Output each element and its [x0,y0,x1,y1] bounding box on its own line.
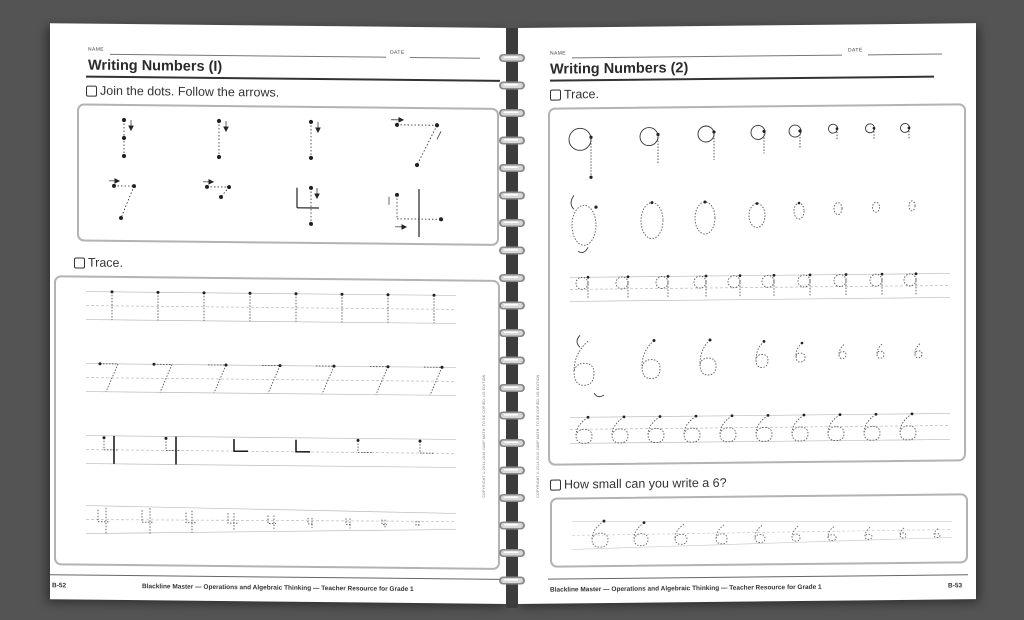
checkbox[interactable] [550,89,561,100]
right-worksheet-page [516,23,976,604]
coil-ring [499,494,525,502]
coil-ring [499,164,525,172]
instruction-text: Join the dots. Follow the arrows. [100,83,280,100]
dot-four-2 [389,189,443,238]
date-field[interactable] [410,57,480,59]
coil-ring [499,274,525,282]
checkbox[interactable] [74,257,85,268]
date-label: DATE [390,49,405,56]
copyright-notice: COPYRIGHT © 2014-2015 JUMP MATH: TO BE COPIED. US EDITION [536,374,540,498]
coil-ring [499,302,525,310]
coil-ring [499,137,525,145]
checkbox[interactable] [86,85,97,96]
trace-rows-left [56,277,498,568]
coil-ring [499,467,525,475]
small-six-row [552,495,966,565]
coil-ring [499,329,525,337]
dot-four-1 [297,186,319,225]
dot-seven-3 [203,180,231,199]
date-label: DATE [848,47,863,54]
footer-text: Blackline Master — Operations and Algebraic Thinking — Teacher Resource for Grade 1 [550,583,822,594]
instruction-join-dots [86,84,279,100]
dot-one-1 [122,118,133,157]
title-rule [86,76,500,82]
footer-text: Blackline Master — Operations and Algebraic Thinking — Teacher Resource for Grade 1 [142,583,414,594]
dot-one-3 [309,120,320,159]
copyright-notice: COPYRIGHT © 2014-2015 JUMP MATH: TO BE COPIED. US EDITION [482,374,486,498]
trace-panel-right [548,103,966,465]
instruction-trace [550,87,599,102]
small-six-panel [550,493,968,567]
left-worksheet-page [50,23,508,604]
footer-page-number: B-52 [52,582,67,590]
coil-ring [499,219,525,227]
coil-ring [499,439,525,447]
footer-rule [548,574,968,579]
date-field[interactable] [868,54,942,56]
dot-seven-1 [391,118,441,167]
coil-ring [499,384,525,392]
name-date-line [550,46,942,62]
join-dots-panel [77,103,499,245]
coil-ring [499,549,525,557]
instruction-text: How small can you write a 6? [564,475,727,492]
name-label: NAME [88,46,105,53]
page-title: Writing Numbers (I) [88,57,223,76]
spiral-binding [495,0,531,620]
coil-ring [499,412,525,420]
instruction-text: Trace. [564,87,599,102]
footer-rule [50,574,500,580]
coil-ring [499,109,525,117]
coil-ring [499,577,525,585]
coil-ring [499,357,525,365]
checkbox[interactable] [550,479,561,490]
coil-ring [499,192,525,200]
name-label: NAME [550,50,567,57]
footer-page-number: B-53 [948,582,963,590]
join-dots-exercises [79,106,497,244]
page-title: Writing Numbers (2) [550,60,689,78]
coil-ring [499,82,525,90]
name-field[interactable] [572,55,842,59]
trace-panel-left [54,275,500,570]
coil-ring [499,54,525,62]
instruction-trace [74,255,123,270]
dot-seven-2 [109,179,136,220]
coil-ring [499,522,525,530]
dot-one-2 [217,119,228,158]
coil-ring [499,247,525,255]
trace-rows-right [550,105,964,463]
instruction-small-six [550,476,727,492]
instruction-text: Trace. [88,255,123,270]
name-field[interactable] [110,54,386,58]
